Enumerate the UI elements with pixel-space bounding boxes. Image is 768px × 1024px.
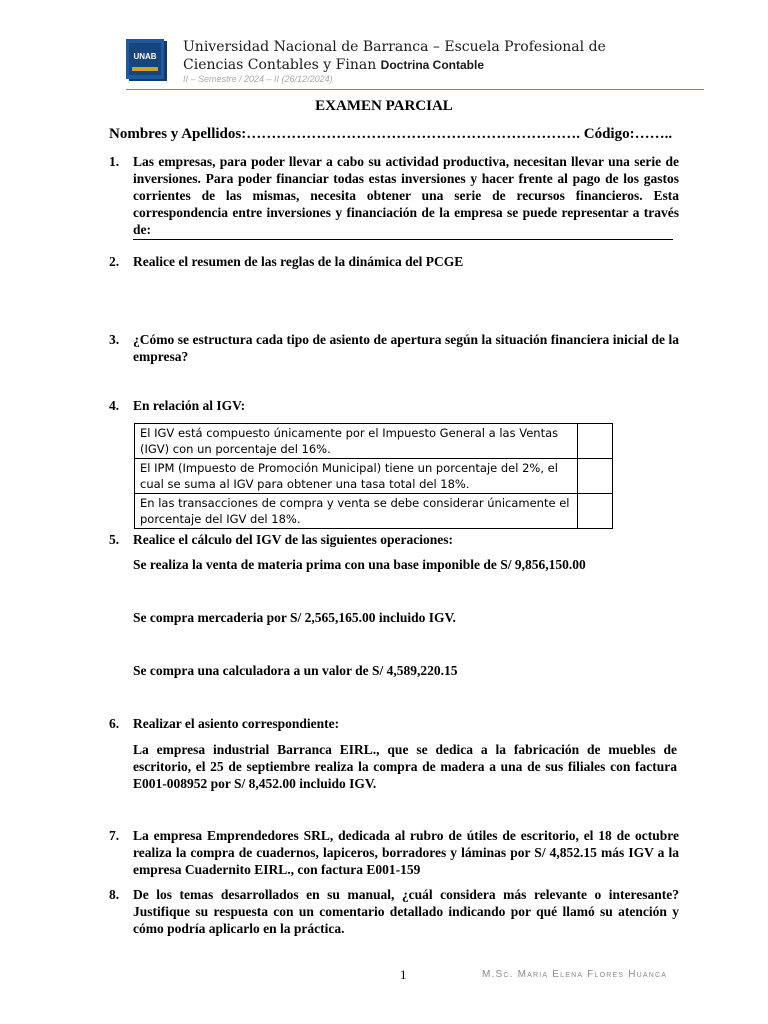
table-row	[135, 494, 613, 529]
header-university-name: Universidad Nacional de Barranca – Escuela Profesional de	[183, 39, 606, 55]
statement-cell: El IPM (Impuesto de Promoción Municipal) tiene un porcentaje del 2%, el cual se suma al IGV para obtener una tasa total del 18%.	[135, 459, 578, 494]
statement-cell: El IGV está compuesto únicamente por el Impuesto General a las Ventas (IGV) con un porcentaje del 16%.	[135, 424, 578, 459]
header-course: Doctrina Contable	[380, 58, 485, 72]
author-name: M.Sc. Maria Elena Flores Huanca	[482, 969, 668, 980]
question-6-case: La empresa industrial Barranca EIRL., que se dedica a la fabricación de muebles de escritorio, el 25 de septiembre realiza la compra de madera a una de sus filiales con factura E001-008952 por S/ 8,452.00 incluido IGV.	[133, 742, 677, 791]
table-row	[135, 459, 613, 494]
svg-text:UNAB: UNAB	[133, 52, 157, 61]
question-1: 1. Las empresas, para poder llevar a cabo su actividad productiva, necesitan llevar una serie de inversiones. Para poder financiar todas estas inversiones y hacer frente al pago de los gastos corrientes de las mismas, necesita obtener una serie de recursos financieros. Esta correspondencia entre inversiones y financiación de la empresa se puede representar a través de:	[109, 154, 679, 237]
question-6: 6. Realizar el asiento correspondiente:	[109, 716, 340, 731]
igv-statements-table	[134, 423, 613, 529]
university-logo-icon	[126, 37, 172, 83]
question-3: 3. ¿Cómo se estructura cada tipo de asiento de apertura según la situación financiera inicial de la empresa?	[109, 332, 679, 364]
question-2: 2. Realice el resumen de las reglas de la dinámica del PCGE	[109, 254, 464, 269]
header-semester: II – Semestre / 2024 – II (26/12/2024)	[183, 74, 333, 84]
operation-2: Se compra mercaderia por S/ 2,565,165.00 incluido IGV.	[133, 610, 456, 625]
question-5: 5. Realice el cálculo del IGV de las siguientes operaciones:	[109, 532, 453, 547]
answer-cell[interactable]	[578, 459, 613, 494]
operation-3: Se compra una calculadora a un valor de S/ 4,589,220.15	[133, 663, 458, 678]
header-school-name: Ciencias Contables y Finan Doctrina Contable	[183, 57, 485, 73]
header-divider	[126, 89, 704, 90]
answer-cell[interactable]	[578, 424, 613, 459]
table-row	[135, 424, 613, 459]
name-code-field[interactable]: Nombres y Apellidos:…………………………………………………………. Código:……..	[109, 126, 673, 142]
exam-title: EXAMEN PARCIAL	[315, 98, 453, 114]
operation-1: Se realiza la venta de materia prima con una base imponible de S/ 9,856,150.00	[133, 557, 586, 572]
answer-cell[interactable]	[578, 494, 613, 529]
statement-cell: En las transacciones de compra y venta se debe considerar únicamente el porcentaje del IGV del 18%.	[135, 494, 578, 529]
question-7: 7. La empresa Emprendedores SRL, dedicada al rubro de útiles de escritorio, el 18 de octubre realiza la compra de cuadernos, lapiceros, borradores y láminas por S/ 4,852.15 más IGV a la empresa Cuadernito EIRL., con factura E001-159	[109, 828, 679, 877]
page-number: 1	[400, 967, 407, 982]
question-8: 8. De los temas desarrollados en su manual, ¿cuál considera más relevante o interesante? Justifique su respuesta con un comentario detallado indicando por qué llamó su atención y cómo podría aplicarlo en la práctica.	[109, 887, 679, 936]
question-4: 4. En relación al IGV:	[109, 398, 246, 413]
answer-line-1[interactable]	[133, 239, 673, 240]
document-header	[126, 35, 706, 91]
